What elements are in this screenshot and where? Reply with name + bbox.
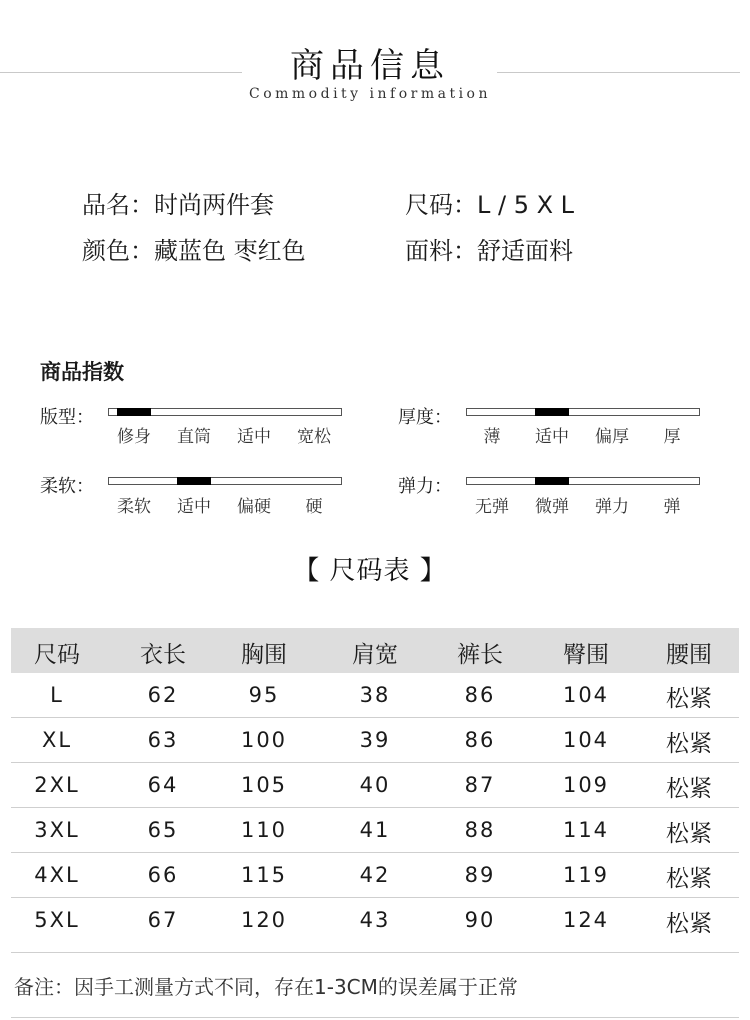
table-cell: 39 xyxy=(359,728,391,752)
table-cell: 86 xyxy=(464,728,496,752)
metric-track-fit xyxy=(108,408,342,416)
table-cell: 88 xyxy=(464,818,496,842)
info-size: 尺码：L / 5 X L xyxy=(405,191,575,219)
table-cell: 2XL xyxy=(34,773,80,797)
table-row xyxy=(11,853,739,898)
metric-option: 修身 xyxy=(117,427,151,447)
table-cell: 松紧 xyxy=(666,821,712,847)
table-cell: XL xyxy=(41,728,73,752)
table-cell: 松紧 xyxy=(666,866,712,892)
table-cell: 66 xyxy=(147,863,179,887)
metric-option: 微弹 xyxy=(535,497,569,517)
table-cell: 105 xyxy=(240,773,288,797)
metric-label-elasticity: 弹力： xyxy=(398,476,452,497)
table-row xyxy=(11,718,739,763)
table-cell: 90 xyxy=(464,908,496,932)
metric-track-softness xyxy=(108,477,342,485)
table-cell: 119 xyxy=(562,863,610,887)
metric-label-thickness: 厚度： xyxy=(398,407,452,428)
metric-option: 适中 xyxy=(535,427,569,447)
table-cell: 63 xyxy=(147,728,179,752)
metric-option: 弹 xyxy=(663,497,681,517)
index-title: 商品指数 xyxy=(40,360,124,384)
table-cell: 43 xyxy=(359,908,391,932)
table-row xyxy=(11,808,739,853)
col-header: 腰围 xyxy=(666,642,712,668)
size-table-header xyxy=(11,628,739,673)
table-cell: 104 xyxy=(562,683,610,707)
metric-label-softness: 柔软： xyxy=(40,476,94,497)
metric-option: 弹力 xyxy=(595,497,629,517)
table-cell: 松紧 xyxy=(666,911,712,937)
metric-option: 宽松 xyxy=(297,427,331,447)
table-cell: 62 xyxy=(147,683,179,707)
metric-label-fit: 版型： xyxy=(40,407,94,428)
metric-option: 直筒 xyxy=(177,427,211,447)
info-fabric: 面料：舒适面料 xyxy=(405,237,573,265)
table-cell: 41 xyxy=(359,818,391,842)
row-divider xyxy=(11,952,739,953)
col-header: 臀围 xyxy=(563,642,609,668)
metric-option: 硬 xyxy=(305,497,323,517)
table-cell: 松紧 xyxy=(666,731,712,757)
col-header: 肩宽 xyxy=(352,642,398,668)
table-cell: 89 xyxy=(464,863,496,887)
table-cell: 40 xyxy=(359,773,391,797)
metric-option: 偏厚 xyxy=(595,427,629,447)
page-title: 商品信息 xyxy=(290,46,450,86)
table-cell: 42 xyxy=(359,863,391,887)
table-cell: 109 xyxy=(562,773,610,797)
table-cell: 100 xyxy=(240,728,288,752)
info-product-name: 品名：时尚两件套 xyxy=(82,191,274,219)
metric-option: 薄 xyxy=(483,427,501,447)
table-cell: 67 xyxy=(147,908,179,932)
metric-track-elasticity xyxy=(466,477,700,485)
table-cell: 5XL xyxy=(34,908,80,932)
table-cell: 110 xyxy=(240,818,288,842)
table-cell: 3XL xyxy=(34,818,80,842)
table-cell: 松紧 xyxy=(666,686,712,712)
table-cell: 115 xyxy=(240,863,288,887)
table-cell: L xyxy=(50,683,64,707)
metric-marker-fit xyxy=(117,408,151,416)
page-subtitle: Commodity information xyxy=(248,86,491,102)
col-header: 尺码 xyxy=(34,642,80,668)
metric-track-thickness xyxy=(466,408,700,416)
metric-marker-softness xyxy=(177,477,211,485)
table-row xyxy=(11,763,739,808)
col-header: 衣长 xyxy=(140,642,186,668)
table-cell: 95 xyxy=(248,683,280,707)
table-cell: 104 xyxy=(562,728,610,752)
metric-option: 适中 xyxy=(177,497,211,517)
table-cell: 4XL xyxy=(34,863,80,887)
metric-option: 柔软 xyxy=(117,497,151,517)
metric-option: 偏硬 xyxy=(237,497,271,517)
table-cell: 65 xyxy=(147,818,179,842)
measurement-note: 备注：因手工测量方式不同，存在1-3CM的误差属于正常 xyxy=(14,975,518,999)
bottom-divider xyxy=(11,1017,739,1018)
metric-option: 无弹 xyxy=(475,497,509,517)
metric-marker-elasticity xyxy=(535,477,569,485)
table-cell: 38 xyxy=(359,683,391,707)
metric-option: 厚 xyxy=(663,427,681,447)
info-color: 颜色：藏蓝色 枣红色 xyxy=(82,237,306,265)
metric-option: 适中 xyxy=(237,427,271,447)
table-cell: 120 xyxy=(240,908,288,932)
metric-marker-thickness xyxy=(535,408,569,416)
table-cell: 松紧 xyxy=(666,776,712,802)
table-row xyxy=(11,898,739,943)
table-cell: 87 xyxy=(464,773,496,797)
table-row xyxy=(11,673,739,718)
table-cell: 86 xyxy=(464,683,496,707)
col-header: 裤长 xyxy=(457,642,503,668)
col-header: 胸围 xyxy=(241,642,287,668)
size-table-heading: 【 尺码表 】 xyxy=(293,556,447,586)
table-cell: 124 xyxy=(562,908,610,932)
table-cell: 64 xyxy=(147,773,179,797)
table-cell: 114 xyxy=(562,818,610,842)
